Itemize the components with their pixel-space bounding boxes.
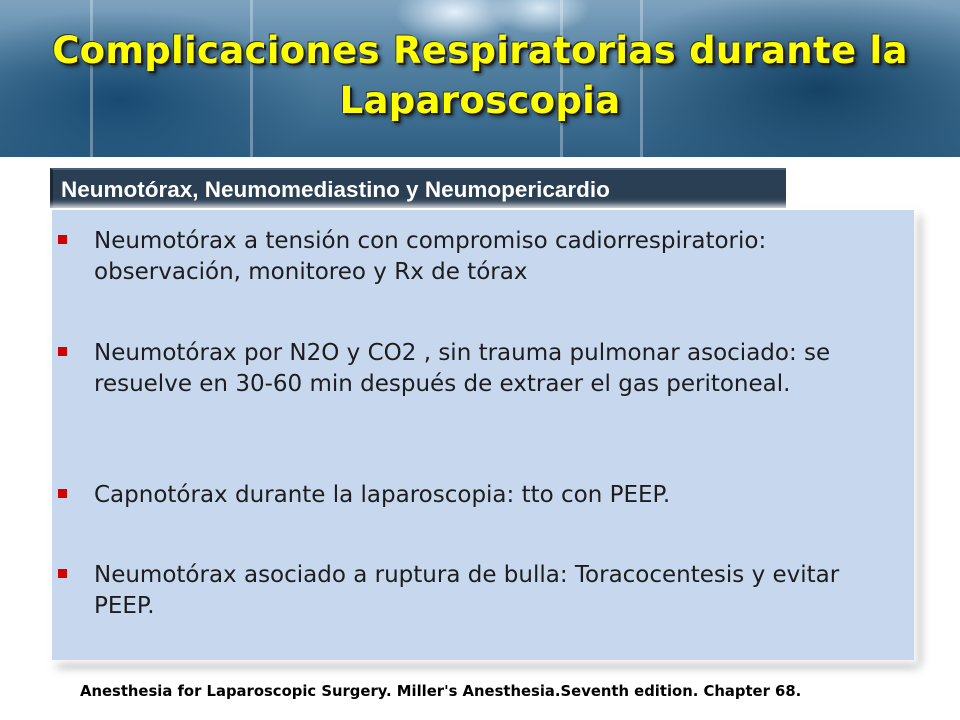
bullet-text: Neumotórax a tensión con compromiso cadiorrespiratorio: observación, monitoreo y Rx de tórax	[94, 228, 767, 285]
content-panel	[52, 210, 914, 660]
bullet-text: Neumotórax por N2O y CO2 , sin trauma pulmonar asociado: se resuelve en 30-60 min después de extraer el gas peritoneal.	[94, 340, 831, 397]
bullet-text: Capnotórax durante la laparoscopia: tto con PEEP.	[94, 482, 671, 508]
bullet-text: Neumotórax asociado a ruptura de bulla: Toracocentesis y evitar PEEP.	[94, 562, 840, 619]
red-square-bullet-icon	[58, 347, 67, 356]
slide-title: Complicaciones Respiratorias durante la Laparoscopia	[52, 29, 908, 122]
red-square-bullet-icon	[58, 235, 67, 244]
citation-reference: Anesthesia for Laparoscopic Surgery. Miller's Anesthesia.Seventh edition. Chapter 68.	[80, 683, 802, 700]
header-banner-operating-room-image	[0, 0, 960, 157]
red-square-bullet-icon	[58, 489, 67, 498]
section-subtitle: Neumotórax, Neumomediastino y Neumopericardio	[50, 168, 786, 208]
red-square-bullet-icon	[58, 569, 67, 578]
